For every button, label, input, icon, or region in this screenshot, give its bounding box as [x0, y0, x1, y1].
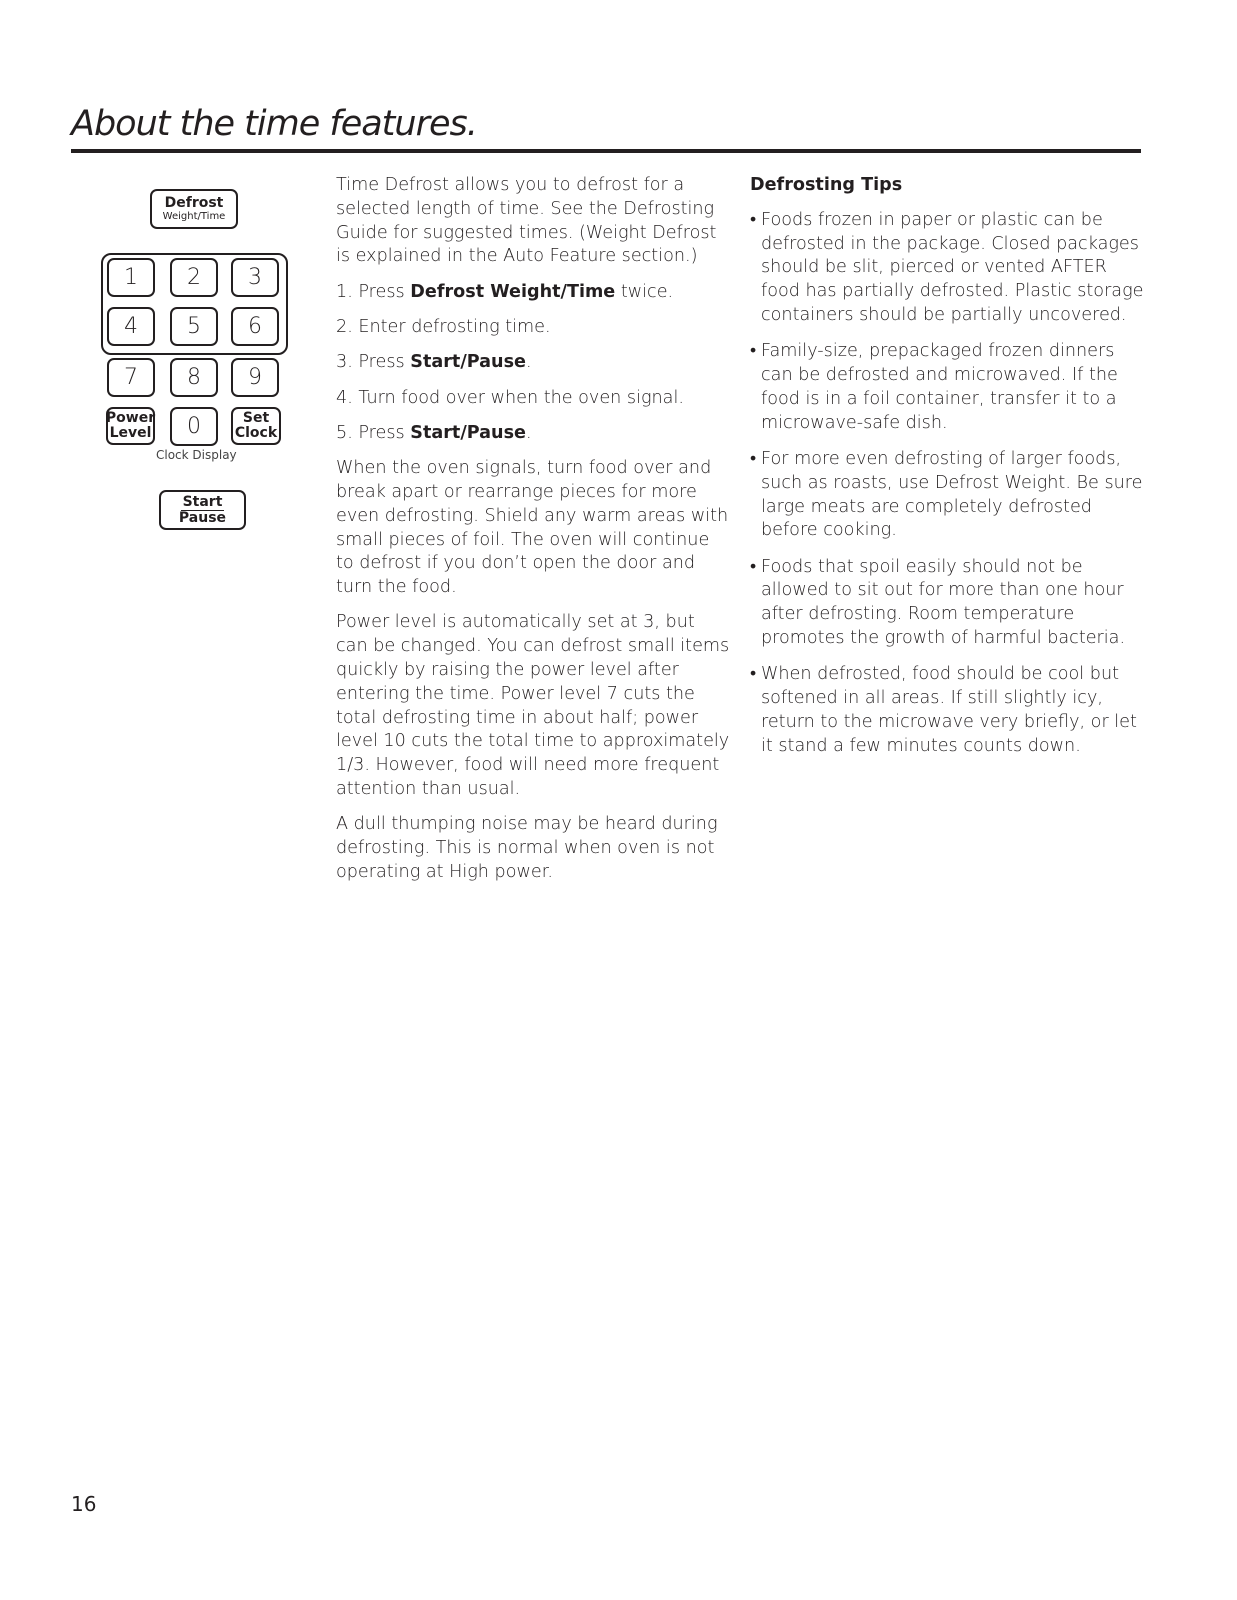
step-4: 4. Turn food over when the oven signal.: [336, 387, 684, 408]
instructions-column: [336, 174, 731, 896]
title-rule: [71, 149, 1141, 153]
keypad-illustration: [100, 185, 300, 545]
key-2[interactable]: 2: [170, 258, 218, 297]
key-4[interactable]: 4: [107, 307, 155, 346]
clock-display-label: Clock Display: [156, 448, 237, 462]
key-5[interactable]: 5: [170, 307, 218, 346]
noise-paragraph: A dull thumping noise may be heard during defrosting. This is normal when oven is not operating at High power.: [336, 814, 718, 882]
tip-item: • Foods that spoil easily should not be allowed to sit out for more than one hour after defrosting. Room temperature promotes the growth of harmful bacteria.: [750, 556, 1145, 651]
key-9[interactable]: 9: [231, 358, 279, 397]
tip-item: • Foods frozen in paper or plastic can be defrosted in the package. Closed packages should be slit, pierced or vented AFTER food has partially defrosted. Plastic storage containers should be partially uncovered.: [750, 209, 1145, 328]
key-3[interactable]: 3: [231, 258, 279, 297]
step-5: 5. Press Start/Pause.: [336, 422, 532, 443]
tip-item: • Family-size, prepackaged frozen dinners can be defrosted and microwaved. If the food is in a foil container, transfer it to a microwave-safe dish.: [750, 340, 1145, 435]
page-title: About the time features.: [71, 104, 477, 144]
defrost-weight-time-key[interactable]: [150, 189, 238, 229]
step-3: 3. Press Start/Pause.: [336, 352, 532, 373]
defrost-key-sublabel: Weight/Time: [162, 210, 226, 222]
signal-paragraph: When the oven signals, turn food over and break apart or rearrange pieces for more even defrosting. Shield any warm areas with small pieces of foil. The oven will continue to defrost if you don’t open the door and turn the food.: [336, 458, 729, 598]
set-clock-key[interactable]: Set Clock: [231, 407, 281, 445]
key-1[interactable]: 1: [107, 258, 155, 297]
key-0[interactable]: 0: [170, 407, 218, 446]
key-6[interactable]: 6: [231, 307, 279, 346]
start-pause-key[interactable]: Start Pause: [159, 490, 246, 530]
power-level-paragraph: Power level is automatically set at 3, but can be changed. You can defrost small items quickly by raising the power level after entering the time. Power level 7 cuts the total defrosting time in about half; power level 10 cuts the total time to approximately 1/3. However, food will need more frequent attention than usual.: [336, 612, 730, 800]
defrost-key-label: Defrost: [164, 194, 224, 211]
defrosting-tips-heading: Defrosting Tips: [750, 175, 903, 195]
tip-item: • When defrosted, food should be cool but softened in all areas. If still slightly icy, return to the microwave very briefly, or let it stand a few minutes counts down.: [750, 663, 1145, 758]
page-number: 16: [71, 1492, 97, 1516]
tip-item: • For more even defrosting of larger foods, such as roasts, use Defrost Weight. Be sure large meats are completely defrosted before cooking.: [750, 448, 1145, 543]
key-8[interactable]: 8: [170, 358, 218, 397]
step-2: 2. Enter defrosting time.: [336, 316, 551, 337]
defrosting-tips-column: [750, 174, 1145, 771]
intro-paragraph: Time Defrost allows you to defrost for a selected length of time. See the Defrosting Guide for suggested times. (Weight Defrost is explained in the Auto Feature section.): [336, 175, 717, 267]
power-level-key[interactable]: Power Level: [106, 407, 155, 445]
key-7[interactable]: 7: [107, 358, 155, 397]
step-1: 1. Press Defrost Weight/Time twice.: [336, 281, 674, 302]
defrosting-tips-list: [750, 209, 1145, 759]
